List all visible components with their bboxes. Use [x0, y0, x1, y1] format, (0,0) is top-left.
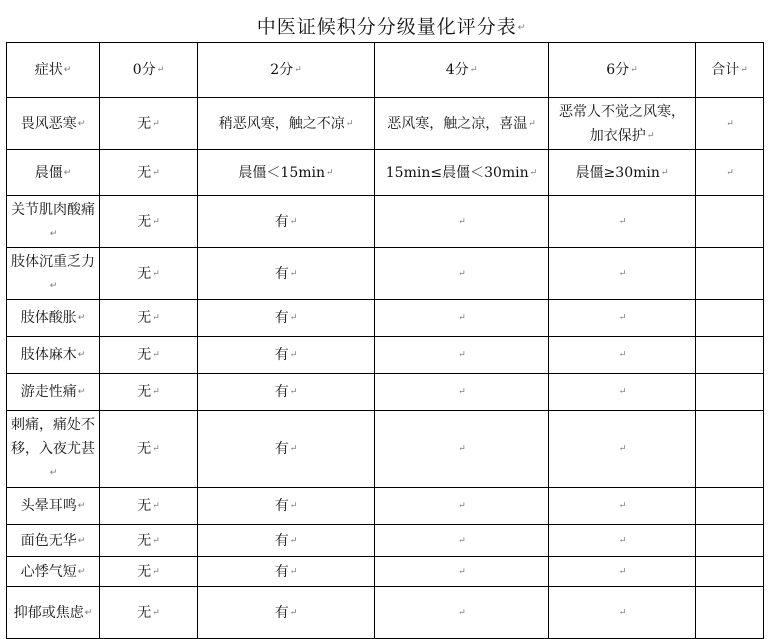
paragraph-mark-icon: ↵	[646, 130, 655, 141]
paragraph-mark-icon: ↵	[458, 268, 466, 279]
total-cell	[696, 196, 764, 248]
score-0-cell-text: 无	[137, 604, 152, 621]
score-4-cell	[375, 300, 549, 337]
paragraph-mark-icon: ↵	[458, 501, 466, 511]
paragraph-mark-icon: ↵	[77, 501, 86, 511]
score-2-cell-text: 有	[274, 310, 289, 326]
symptom-cell	[7, 411, 100, 488]
paragraph-mark-icon: ↵	[469, 65, 478, 75]
paragraph-mark-icon: ↵	[77, 566, 86, 577]
score-6-cell	[549, 300, 696, 337]
total-cell	[696, 411, 764, 488]
table-row	[7, 488, 764, 525]
symptom-cell	[7, 150, 100, 196]
score-2-cell	[198, 488, 375, 525]
score-6-cell	[549, 98, 696, 150]
paragraph-mark-icon: ↵	[49, 228, 58, 239]
score-0-cell-text: 无	[137, 384, 152, 400]
header-row	[7, 43, 764, 98]
score-0-cell	[100, 150, 198, 196]
paragraph-mark-icon: ↵	[618, 216, 627, 227]
score-4-cell	[375, 525, 549, 557]
total-cell	[696, 525, 764, 557]
score-6-cell	[549, 150, 696, 196]
score-0-cell	[100, 337, 198, 374]
symptom-cell-text: 肢体沉重乏力	[11, 253, 95, 270]
score-2-cell	[198, 300, 375, 337]
paragraph-mark-icon: ↵	[458, 607, 466, 618]
total-cell	[696, 98, 764, 150]
paragraph-mark-icon: ↵	[289, 566, 298, 577]
score-0-cell	[100, 248, 198, 300]
paragraph-mark-icon: ↵	[63, 65, 72, 75]
paragraph-mark-icon: ↵	[77, 535, 86, 546]
paragraph-mark-icon: ↵	[152, 444, 160, 454]
paragraph-mark-icon: ↵	[152, 167, 160, 178]
paragraph-mark-icon: ↵	[289, 387, 298, 397]
table-row	[7, 98, 764, 150]
symptom-cell	[7, 337, 100, 374]
symptom-cell	[7, 98, 100, 150]
score-2-cell-text: 有	[274, 213, 289, 230]
paragraph-mark-icon: ↵	[152, 535, 160, 546]
score-2-cell	[198, 411, 375, 488]
score-4-cell	[375, 374, 549, 411]
paragraph-mark-icon: ↵	[289, 444, 298, 454]
score-4-cell-text: 恶风寒，触之凉，喜温	[387, 115, 528, 132]
paragraph-mark-icon: ↵	[458, 566, 466, 577]
symptom-cell	[7, 300, 100, 337]
score-6-cell	[549, 557, 696, 587]
score-0-cell	[100, 196, 198, 248]
score-2-cell-text: 有	[274, 384, 289, 400]
score-2-cell	[198, 374, 375, 411]
paragraph-mark-icon: ↵	[726, 167, 734, 178]
score-2-cell	[198, 98, 375, 150]
total-cell	[696, 150, 764, 196]
total-cell	[696, 587, 764, 639]
header-score-6: 6分↵	[549, 43, 696, 98]
paragraph-mark-icon: ↵	[326, 167, 334, 178]
score-4-cell	[375, 587, 549, 639]
score-6-cell	[549, 196, 696, 248]
paragraph-mark-icon: ↵	[77, 313, 86, 323]
symptom-cell	[7, 587, 100, 639]
paragraph-mark-icon: ↵	[630, 65, 638, 75]
paragraph-mark-icon: ↵	[618, 313, 627, 323]
paragraph-mark-icon: ↵	[458, 387, 466, 397]
paragraph-mark-icon: ↵	[618, 566, 627, 577]
paragraph-mark-icon: ↵	[77, 118, 86, 129]
paragraph-mark-icon: ↵	[726, 118, 734, 129]
paragraph-mark-icon: ↵	[152, 501, 160, 511]
score-2-cell-text: 有	[274, 532, 289, 549]
table-row	[7, 196, 764, 248]
score-6-cell-text: 恶常人不觉之风寒，加衣保护	[559, 103, 685, 144]
paragraph-mark-icon: ↵	[618, 444, 627, 454]
symptom-cell-text: 刺痛，痛处不移，入夜尤甚	[11, 417, 95, 457]
score-0-cell	[100, 374, 198, 411]
score-table	[6, 42, 764, 639]
total-cell	[696, 248, 764, 300]
header-total: 合计↵	[696, 43, 764, 98]
paragraph-mark-icon: ↵	[152, 566, 160, 577]
symptom-cell-text: 心悸气短	[20, 563, 77, 580]
symptom-cell	[7, 196, 100, 248]
total-cell	[696, 300, 764, 337]
paragraph-mark-icon: ↵	[152, 268, 160, 279]
paragraph-mark-icon: ↵	[618, 350, 627, 360]
score-2-cell	[198, 196, 375, 248]
score-6-cell	[549, 587, 696, 639]
score-6-cell	[549, 411, 696, 488]
score-2-cell-text: 有	[274, 563, 289, 580]
paragraph-mark-icon: ↵	[84, 607, 93, 618]
score-0-cell-text: 无	[137, 265, 152, 282]
score-2-cell-text: 有	[274, 498, 289, 514]
page-title	[0, 12, 783, 39]
paragraph-mark-icon: ↵	[289, 216, 298, 227]
score-0-cell-text: 无	[137, 164, 152, 181]
table-row	[7, 300, 764, 337]
score-0-cell	[100, 300, 198, 337]
score-4-cell	[375, 150, 549, 196]
paragraph-mark-icon: ↵	[528, 118, 536, 129]
total-cell	[696, 488, 764, 525]
score-0-cell-text: 无	[137, 563, 152, 580]
score-4-cell	[375, 337, 549, 374]
paragraph-mark-icon: ↵	[289, 501, 298, 511]
paragraph-mark-icon: ↵	[152, 118, 160, 129]
header-symptom: 症状↵	[7, 43, 100, 98]
paragraph-mark-icon: ↵	[49, 468, 58, 478]
score-0-cell	[100, 98, 198, 150]
score-0-cell	[100, 411, 198, 488]
score-0-cell-text: 无	[137, 347, 152, 363]
paragraph-mark-icon: ↵	[618, 535, 627, 546]
score-2-cell-text: 有	[274, 441, 289, 457]
symptom-cell-text: 畏风恶寒	[20, 115, 77, 132]
total-cell	[696, 557, 764, 587]
score-0-cell-text: 无	[137, 213, 152, 230]
table-row	[7, 337, 764, 374]
table-row	[7, 248, 764, 300]
score-2-cell	[198, 150, 375, 196]
score-6-cell	[549, 337, 696, 374]
paragraph-mark-icon: ↵	[618, 268, 627, 279]
paragraph-mark-icon: ↵	[345, 118, 354, 129]
header-score-0: 0分↵	[100, 43, 198, 98]
symptom-cell-text: 头晕耳鸣	[20, 498, 77, 514]
score-0-cell-text: 无	[137, 441, 152, 457]
paragraph-mark-icon: ↵	[458, 313, 466, 323]
paragraph-mark-icon: ↵	[289, 607, 298, 618]
header-score-2: 2分↵	[198, 43, 375, 98]
paragraph-mark-icon: ↵	[740, 65, 748, 75]
table-row	[7, 525, 764, 557]
score-0-cell	[100, 587, 198, 639]
table-body	[7, 98, 764, 639]
paragraph-mark-icon: ↵	[152, 387, 160, 397]
score-6-cell	[549, 488, 696, 525]
symptom-cell	[7, 557, 100, 587]
paragraph-mark-icon: ↵	[294, 65, 302, 75]
paragraph-mark-icon: ↵	[618, 501, 627, 511]
paragraph-mark-icon: ↵	[289, 535, 298, 546]
table-row	[7, 374, 764, 411]
symptom-cell-text: 游走性痛	[20, 384, 77, 400]
score-6-cell-text: 晨僵≥30min	[575, 164, 660, 181]
paragraph-mark-icon: ↵	[289, 350, 298, 360]
score-4-cell	[375, 196, 549, 248]
score-6-cell	[549, 525, 696, 557]
paragraph-mark-icon: ↵	[458, 216, 466, 227]
total-cell	[696, 374, 764, 411]
score-2-cell-text: 有	[274, 604, 289, 621]
total-cell	[696, 337, 764, 374]
score-0-cell-text: 无	[137, 498, 152, 514]
score-2-cell-text: 晨僵＜15min	[238, 164, 326, 181]
score-0-cell	[100, 557, 198, 587]
paragraph-mark-icon: ↵	[618, 607, 627, 618]
symptom-cell	[7, 248, 100, 300]
paragraph-mark-icon: ↵	[152, 607, 160, 618]
score-2-cell	[198, 587, 375, 639]
paragraph-mark-icon: ↵	[152, 313, 160, 323]
score-0-cell-text: 无	[137, 532, 152, 549]
score-4-cell-text: 15min≤晨僵＜30min	[385, 164, 529, 181]
score-6-cell	[549, 248, 696, 300]
paragraph-mark-icon: ↵	[458, 350, 466, 360]
score-4-cell	[375, 411, 549, 488]
symptom-cell	[7, 374, 100, 411]
table-row	[7, 557, 764, 587]
symptom-cell-text: 晨僵	[34, 164, 63, 181]
score-2-cell	[198, 525, 375, 557]
page-title-text: 中医证候积分分级量化评分表	[256, 16, 517, 38]
paragraph-mark-icon: ↵	[289, 313, 298, 323]
symptom-cell-text: 面色无华	[20, 532, 77, 549]
paragraph-mark-icon: ↵	[660, 167, 669, 178]
symptom-cell	[7, 488, 100, 525]
table-row	[7, 411, 764, 488]
paragraph-mark-icon: ↵	[618, 387, 627, 397]
paragraph-mark-icon: ↵	[152, 350, 160, 360]
header-score-4: 4分↵	[375, 43, 549, 98]
paragraph-mark-icon: ↵	[49, 280, 58, 291]
paragraph-mark-icon: ↵	[77, 387, 86, 397]
score-6-cell	[549, 374, 696, 411]
score-4-cell	[375, 98, 549, 150]
symptom-cell-text: 肢体酸胀	[20, 310, 77, 326]
score-4-cell	[375, 248, 549, 300]
score-2-cell	[198, 248, 375, 300]
symptom-cell	[7, 525, 100, 557]
paragraph-mark-icon: ↵	[77, 350, 86, 360]
paragraph-mark-icon: ↵	[517, 22, 527, 33]
paragraph-mark-icon: ↵	[289, 268, 298, 279]
symptom-cell-text: 抑郁或焦虑	[13, 604, 84, 621]
score-2-cell-text: 有	[274, 265, 289, 282]
score-2-cell	[198, 557, 375, 587]
score-2-cell	[198, 337, 375, 374]
symptom-cell-text: 关节肌肉酸痛	[11, 201, 95, 218]
symptom-cell-text: 肢体麻木	[20, 347, 77, 363]
score-4-cell	[375, 557, 549, 587]
score-4-cell	[375, 488, 549, 525]
paragraph-mark-icon: ↵	[152, 216, 160, 227]
paragraph-mark-icon: ↵	[458, 535, 466, 546]
score-2-cell-text: 稍恶风寒，触之不凉	[218, 115, 345, 132]
table-row	[7, 587, 764, 639]
paragraph-mark-icon: ↵	[156, 65, 165, 75]
score-0-cell	[100, 488, 198, 525]
score-0-cell	[100, 525, 198, 557]
table-row	[7, 150, 764, 196]
paragraph-mark-icon: ↵	[458, 444, 466, 454]
paragraph-mark-icon: ↵	[529, 167, 538, 178]
score-0-cell-text: 无	[137, 115, 152, 132]
score-2-cell-text: 有	[274, 347, 289, 363]
score-0-cell-text: 无	[137, 310, 152, 326]
paragraph-mark-icon: ↵	[63, 167, 72, 178]
